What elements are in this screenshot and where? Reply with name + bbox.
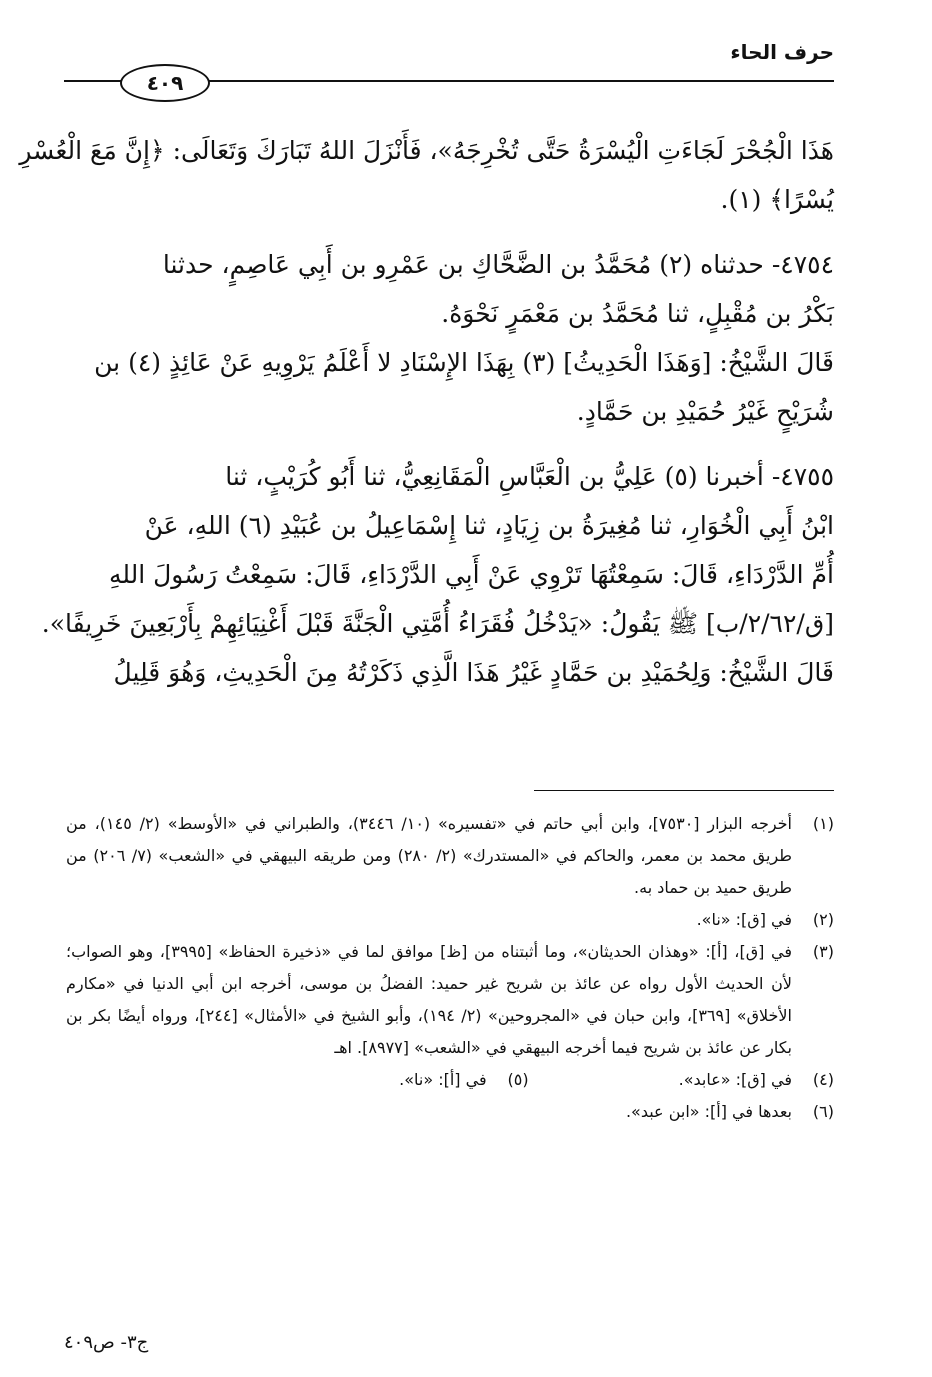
text-line: شُرَيْحٍ غَيْرُ حُمَيْدِ بن حَمَّادٍ. <box>576 397 834 426</box>
footnote-separator <box>534 790 834 791</box>
footnote-text: في [أ]: «نا». <box>399 1070 487 1089</box>
text-line: ٤٧٥٤- حدثناه (٢) مُحَمَّدُ بن الضَّحَّاكِ بن عَمْرِو بن أَبِي عَاصِمٍ، حدثنا <box>162 250 834 279</box>
footnote-text: أخرجه البزار [٧٥٣٠]، وابن أبي حاتم في «تفسيره» (١٠/ ٣٤٤٦)، والطبراني في «الأوسط» (٢/ ١٤٥)، من طريق محمد بن معمر، والحاكم في «المستدرك» (٢/ ٢٨٠) ومن طريقه البيهقي في «الشعب» (٧/ ٢٠٦) من طريق حميد بن حماد به. <box>66 814 793 897</box>
footnote-number: (٢) <box>812 910 834 929</box>
main-text <box>19 126 834 697</box>
footnote-text: بعدها في [أ]: «ابن عبد». <box>625 1102 792 1121</box>
text-line: يُسْرًا﴾ (١). <box>720 185 834 214</box>
text-line: هَذَا الْجُحْرَ لَجَاءَتِ الْيُسْرَةُ حَتَّى تُخْرِجَهُ»، فَأَنْزَلَ اللهُ تَبَارَكَ وَتَعَالَى: ﴿إِنَّ مَعَ الْعُسْرِ <box>19 136 834 165</box>
page-number-badge: ٤٠٩ <box>120 64 210 102</box>
footnote-number: (٥) <box>507 1070 529 1089</box>
footnote-row <box>66 1064 834 1096</box>
footnote <box>399 1064 528 1096</box>
footnote <box>66 904 834 936</box>
volume-page-footer: ج٣- ص٤٠٩ <box>64 1332 149 1353</box>
text-line: ابْنُ أَبِي الْخُوَارِ، ثنا مُغِيرَةُ بن زِيَادٍ، ثنا إِسْمَاعِيلُ بن عُبَيْدِ (٦) اللهِ، عَنْ <box>144 511 834 540</box>
chapter-title: حرف الحاء <box>730 40 834 64</box>
footnote-text: في [ق]، [أ]: «وهذان الحديثان»، وما أثبتناه من [ظ] موافق لما في «ذخيرة الحفاظ» [٣٩٩٥]، وهو الصواب؛ لأن الحديث الأول رواه عن عائذ بن شريح غير حميد: الفضلُ بن موسى، أخرجه ابن أبي الدنيا في «مكارم الأخلاق» [٣٦٩]، وابن حبان في «المجروحين» (٢/ ١٩٤)، وأبو الشيخ في «الأمثال» [٢٤٤]، ورواه أيضًا بكر بن بكار عن عائذ بن شريح فيما أخرجه البيهقي في «الشعب» [٨٩٧٧]. اهـ <box>66 942 793 1057</box>
footnotes <box>66 808 834 1128</box>
footnote <box>66 808 834 904</box>
text-line: قَالَ الشَّيْخُ: [وَهَذَا الْحَدِيثُ] (٣) بِهَذَا الإِسْنَادِ لا أَعْلَمُ يَرْوِيهِ عَنْ عَائِذٍ (٤) بن <box>94 348 834 377</box>
footnote <box>66 936 834 1064</box>
footnote-text: في [ق]: «عابد». <box>678 1070 792 1089</box>
text-line: ٤٧٥٥- أخبرنا (٥) عَلِيُّ بن الْعَبَّاسِ الْمَقَانِعِيُّ، ثنا أَبُو كُرَيْبٍ، ثنا <box>225 462 834 491</box>
footnote-number: (٦) <box>812 1102 834 1121</box>
text-line: [ق/٢/٦٢/ب] ﷺ يَقُولُ: «يَدْخُلُ فُقَرَاءُ أُمَّتِي الْجَنَّةَ قَبْلَ أَغْنِيَائِهِمْ بِأَرْبَعِينَ خَرِيفًا». <box>41 609 834 638</box>
footnote-number: (١) <box>812 814 834 833</box>
text-line: قَالَ الشَّيْخُ: وَلِحُمَيْدِ بن حَمَّادٍ غَيْرُ هَذَا الَّذِي ذَكَرْتُهُ مِنَ الْحَدِيثِ، وَهُوَ قَلِيلُ <box>113 658 834 687</box>
footnote <box>679 1064 834 1096</box>
footnote-text: في [ق]: «نا». <box>696 910 792 929</box>
footnote-number: (٤) <box>812 1070 834 1089</box>
text-line: بَكْرُ بن مُقْبِلٍ، ثنا مُحَمَّدُ بن مَعْمَرٍ نَحْوَهُ. <box>441 299 834 328</box>
footnote <box>66 1096 834 1128</box>
text-line: أُمِّ الدَّرْدَاءِ، قَالَ: سَمِعْتُهَا تَرْوِي عَنْ أَبِي الدَّرْدَاءِ، قَالَ: سَمِعْتُ رَسُولَ اللهِ <box>108 560 834 589</box>
footnote-number: (٣) <box>812 942 834 961</box>
